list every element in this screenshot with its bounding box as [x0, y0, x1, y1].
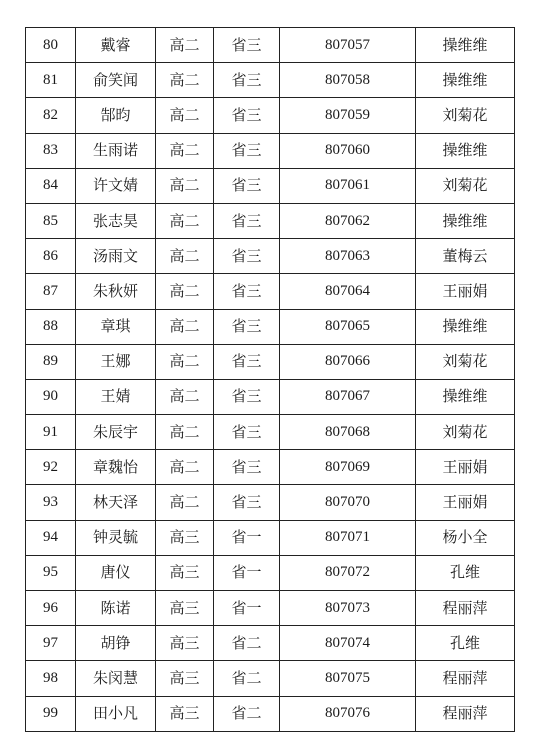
cell-number: 86 — [26, 239, 76, 274]
cell-grade: 高二 — [156, 274, 214, 309]
cell-grade: 高三 — [156, 696, 214, 731]
cell-grade: 高二 — [156, 239, 214, 274]
cell-certificate-code: 807071 — [280, 520, 416, 555]
table-row — [26, 485, 515, 520]
table-row — [26, 274, 515, 309]
cell-number: 98 — [26, 661, 76, 696]
cell-number: 95 — [26, 555, 76, 590]
cell-student-name: 俞笑闻 — [76, 63, 156, 98]
cell-grade: 高二 — [156, 485, 214, 520]
cell-teacher: 刘菊花 — [416, 168, 515, 203]
cell-number: 83 — [26, 133, 76, 168]
cell-student-name: 生雨诺 — [76, 133, 156, 168]
cell-grade: 高二 — [156, 98, 214, 133]
cell-student-name: 朱辰宇 — [76, 415, 156, 450]
table-row — [26, 309, 515, 344]
cell-student-name: 朱秋妍 — [76, 274, 156, 309]
cell-student-name: 钟灵毓 — [76, 520, 156, 555]
cell-number: 94 — [26, 520, 76, 555]
cell-number: 97 — [26, 626, 76, 661]
cell-student-name: 王娜 — [76, 344, 156, 379]
table-row — [26, 520, 515, 555]
cell-teacher: 孔维 — [416, 555, 515, 590]
cell-award-level: 省三 — [214, 203, 280, 238]
cell-number: 89 — [26, 344, 76, 379]
cell-number: 91 — [26, 415, 76, 450]
cell-award-level: 省三 — [214, 450, 280, 485]
cell-grade: 高三 — [156, 661, 214, 696]
cell-student-name: 张志昊 — [76, 203, 156, 238]
award-table-container — [25, 27, 514, 732]
cell-award-level: 省一 — [214, 555, 280, 590]
cell-student-name: 汤雨文 — [76, 239, 156, 274]
cell-student-name: 王婧 — [76, 379, 156, 414]
cell-certificate-code: 807070 — [280, 485, 416, 520]
table-row — [26, 415, 515, 450]
cell-number: 80 — [26, 28, 76, 63]
cell-number: 99 — [26, 696, 76, 731]
cell-number: 90 — [26, 379, 76, 414]
cell-teacher: 操维维 — [416, 379, 515, 414]
cell-certificate-code: 807062 — [280, 203, 416, 238]
table-row — [26, 239, 515, 274]
cell-award-level: 省一 — [214, 591, 280, 626]
cell-number: 93 — [26, 485, 76, 520]
cell-teacher: 程丽萍 — [416, 696, 515, 731]
cell-grade: 高三 — [156, 591, 214, 626]
table-row — [26, 203, 515, 238]
cell-student-name: 田小凡 — [76, 696, 156, 731]
cell-teacher: 孔维 — [416, 626, 515, 661]
cell-grade: 高二 — [156, 344, 214, 379]
cell-student-name: 戴睿 — [76, 28, 156, 63]
cell-student-name: 陈诺 — [76, 591, 156, 626]
cell-teacher: 程丽萍 — [416, 661, 515, 696]
cell-award-level: 省三 — [214, 63, 280, 98]
cell-number: 96 — [26, 591, 76, 626]
cell-student-name: 胡铮 — [76, 626, 156, 661]
cell-student-name: 郜昀 — [76, 98, 156, 133]
cell-grade: 高二 — [156, 309, 214, 344]
cell-certificate-code: 807063 — [280, 239, 416, 274]
cell-award-level: 省二 — [214, 696, 280, 731]
cell-certificate-code: 807073 — [280, 591, 416, 626]
cell-certificate-code: 807075 — [280, 661, 416, 696]
cell-student-name: 林天泽 — [76, 485, 156, 520]
cell-award-level: 省三 — [214, 98, 280, 133]
cell-award-level: 省三 — [214, 168, 280, 203]
table-row — [26, 450, 515, 485]
cell-number: 92 — [26, 450, 76, 485]
cell-teacher: 操维维 — [416, 28, 515, 63]
cell-teacher: 操维维 — [416, 63, 515, 98]
table-row — [26, 168, 515, 203]
cell-grade: 高二 — [156, 203, 214, 238]
cell-award-level: 省二 — [214, 626, 280, 661]
cell-award-level: 省三 — [214, 485, 280, 520]
cell-certificate-code: 807067 — [280, 379, 416, 414]
table-row — [26, 63, 515, 98]
cell-award-level: 省三 — [214, 274, 280, 309]
cell-certificate-code: 807060 — [280, 133, 416, 168]
cell-teacher: 董梅云 — [416, 239, 515, 274]
table-row — [26, 661, 515, 696]
cell-award-level: 省三 — [214, 344, 280, 379]
cell-grade: 高三 — [156, 555, 214, 590]
cell-teacher: 操维维 — [416, 203, 515, 238]
cell-teacher: 王丽娟 — [416, 274, 515, 309]
table-row — [26, 626, 515, 661]
cell-number: 82 — [26, 98, 76, 133]
cell-certificate-code: 807061 — [280, 168, 416, 203]
cell-student-name: 朱闵慧 — [76, 661, 156, 696]
cell-teacher: 程丽萍 — [416, 591, 515, 626]
cell-certificate-code: 807072 — [280, 555, 416, 590]
cell-teacher: 刘菊花 — [416, 98, 515, 133]
cell-teacher: 操维维 — [416, 133, 515, 168]
cell-student-name: 章琪 — [76, 309, 156, 344]
cell-certificate-code: 807076 — [280, 696, 416, 731]
cell-award-level: 省三 — [214, 415, 280, 450]
cell-award-level: 省三 — [214, 133, 280, 168]
table-row — [26, 344, 515, 379]
cell-certificate-code: 807059 — [280, 98, 416, 133]
award-table — [25, 27, 515, 732]
cell-grade: 高二 — [156, 168, 214, 203]
table-row — [26, 133, 515, 168]
cell-certificate-code: 807066 — [280, 344, 416, 379]
cell-number: 88 — [26, 309, 76, 344]
cell-teacher: 王丽娟 — [416, 485, 515, 520]
table-row — [26, 555, 515, 590]
cell-certificate-code: 807069 — [280, 450, 416, 485]
cell-teacher: 刘菊花 — [416, 415, 515, 450]
cell-award-level: 省三 — [214, 28, 280, 63]
cell-grade: 高三 — [156, 520, 214, 555]
cell-grade: 高三 — [156, 626, 214, 661]
cell-grade: 高二 — [156, 28, 214, 63]
table-row — [26, 379, 515, 414]
cell-teacher: 操维维 — [416, 309, 515, 344]
cell-certificate-code: 807064 — [280, 274, 416, 309]
cell-student-name: 章魏怡 — [76, 450, 156, 485]
cell-award-level: 省三 — [214, 309, 280, 344]
cell-teacher: 杨小全 — [416, 520, 515, 555]
table-row — [26, 591, 515, 626]
cell-number: 85 — [26, 203, 76, 238]
cell-number: 81 — [26, 63, 76, 98]
table-row — [26, 696, 515, 731]
cell-grade: 高二 — [156, 379, 214, 414]
cell-award-level: 省三 — [214, 239, 280, 274]
cell-student-name: 唐仪 — [76, 555, 156, 590]
cell-grade: 高二 — [156, 415, 214, 450]
cell-certificate-code: 807058 — [280, 63, 416, 98]
cell-student-name: 许文婧 — [76, 168, 156, 203]
cell-number: 87 — [26, 274, 76, 309]
cell-grade: 高二 — [156, 63, 214, 98]
cell-award-level: 省二 — [214, 661, 280, 696]
table-row — [26, 28, 515, 63]
cell-award-level: 省三 — [214, 379, 280, 414]
cell-award-level: 省一 — [214, 520, 280, 555]
cell-certificate-code: 807074 — [280, 626, 416, 661]
cell-teacher: 刘菊花 — [416, 344, 515, 379]
cell-certificate-code: 807068 — [280, 415, 416, 450]
cell-grade: 高二 — [156, 450, 214, 485]
cell-number: 84 — [26, 168, 76, 203]
cell-teacher: 王丽娟 — [416, 450, 515, 485]
cell-certificate-code: 807065 — [280, 309, 416, 344]
table-body — [26, 28, 515, 732]
table-row — [26, 98, 515, 133]
cell-grade: 高二 — [156, 133, 214, 168]
cell-certificate-code: 807057 — [280, 28, 416, 63]
